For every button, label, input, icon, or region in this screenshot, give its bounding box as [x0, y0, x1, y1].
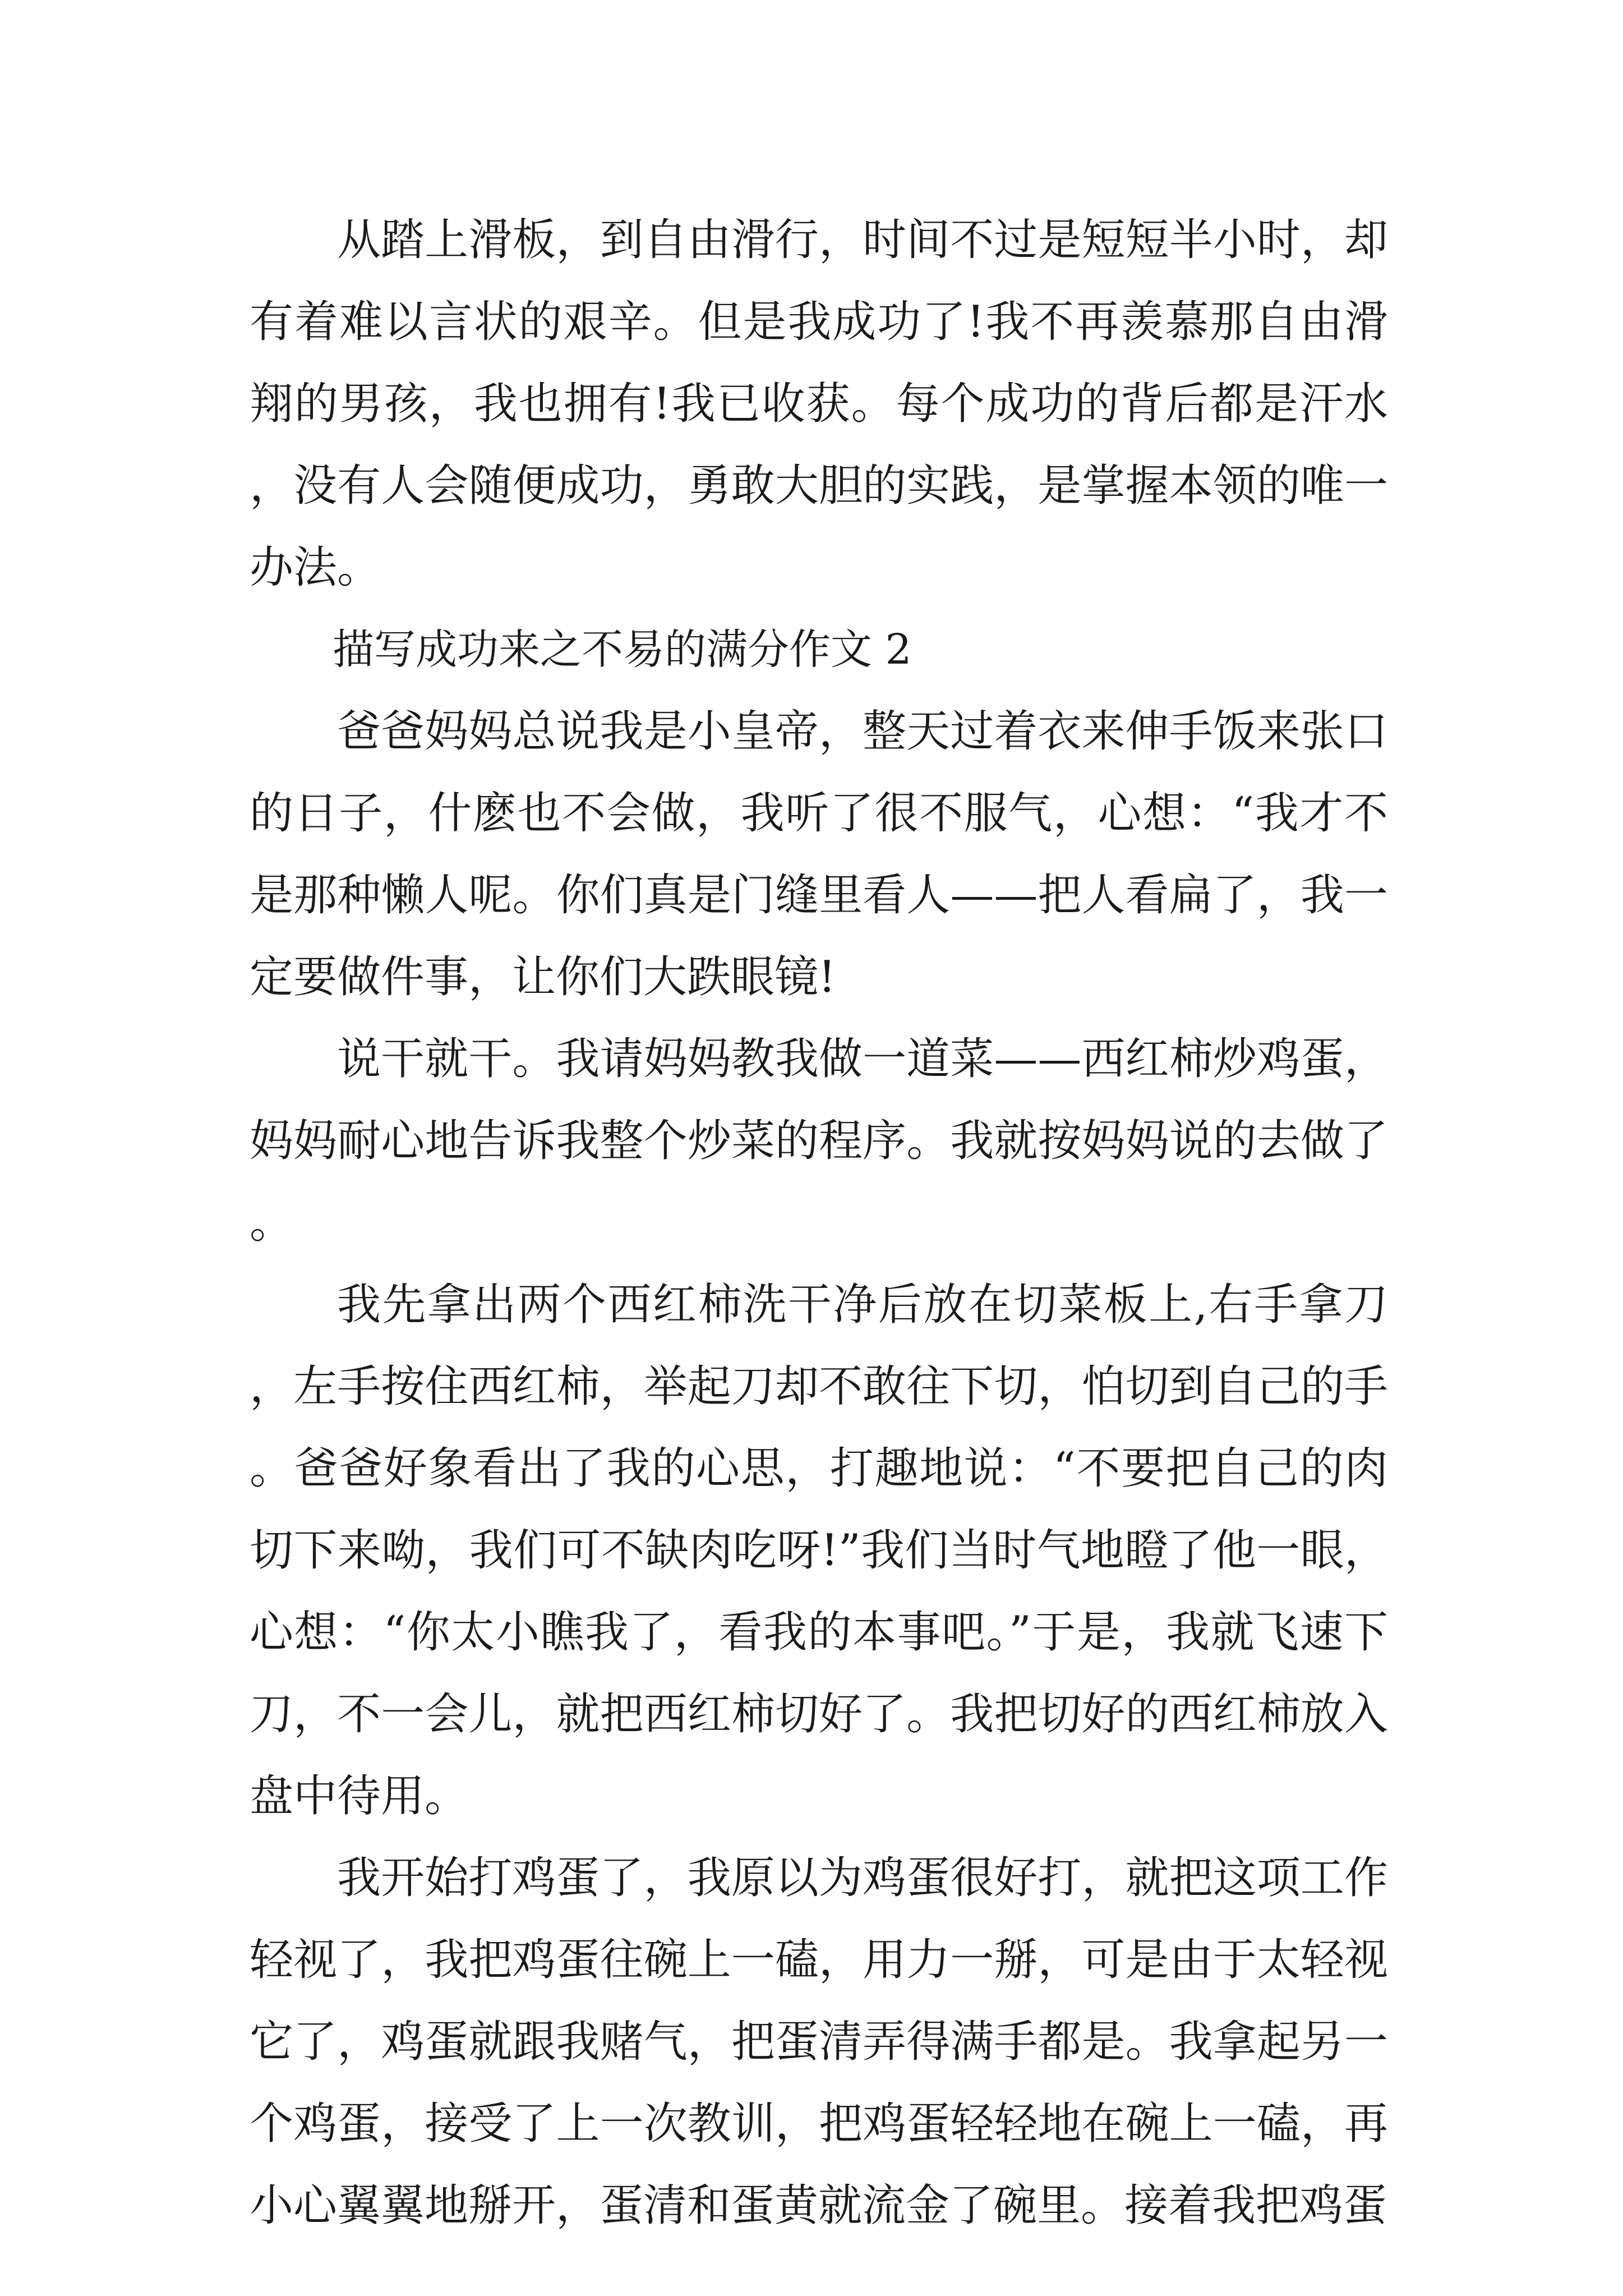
article-body: [250, 199, 1388, 2247]
paragraph-start-cooking: 说干就干。我请妈妈教我做一道菜——西红柿炒鸡蛋，妈妈耐心地告诉我整个炒菜的程序。我就按妈妈说的去做了。: [250, 1034, 1388, 1248]
paragraph-cutting-tomatoes: 我先拿出两个西红柿洗干净后放在切菜板上,右手拿刀，左手按住西红柿，举起刀却不敢往下切，怕切到自己的手。爸爸好象看出了我的心思，打趣地说：“不要把自己的肉切下来呦，我们可不缺肉吃呀!”我们当时气地瞪了他一眼，心想：“你太小瞧我了，看我的本事吧。”于是，我就飞速下刀，不一会儿，就把西红柿切好了。我把切好的西红柿放入盘中待用。: [250, 1280, 1388, 1821]
essay-heading: 描写成功来之不易的满分作文 2: [333, 625, 912, 674]
paragraph-little-emperor: 爸爸妈妈总说我是小皇帝，整天过着衣来伸手饭来张口的日子，什麽也不会做，我听了很不服气，心想：“我才不是那种懒人呢。你们真是门缝里看人——把人看扁了，我一定要做件事，让你们大跌眼镜!: [250, 706, 1388, 1002]
paragraph-skateboard-conclusion: 从踏上滑板，到自由滑行，时间不过是短短半小时，却有着难以言状的艰辛。但是我成功了!我不再羡慕那自由滑翔的男孩，我也拥有!我已收获。每个成功的背后都是汗水，没有人会随便成功，勇敢大胆的实践，是掌握本领的唯一办法。: [250, 215, 1388, 593]
paragraph-beating-eggs: 我开始打鸡蛋了，我原以为鸡蛋很好打，就把这项工作轻视了，我把鸡蛋往碗上一磕，用力一掰，可是由于太轻视它了，鸡蛋就跟我赌气，把蛋清弄得满手都是。我拿起另一个鸡蛋，接受了上一次教训，把鸡蛋轻轻地在碗上一磕，再小心翼翼地掰开，蛋清和蛋黄就流金了碗里。接着我把鸡蛋: [250, 1853, 1388, 2231]
